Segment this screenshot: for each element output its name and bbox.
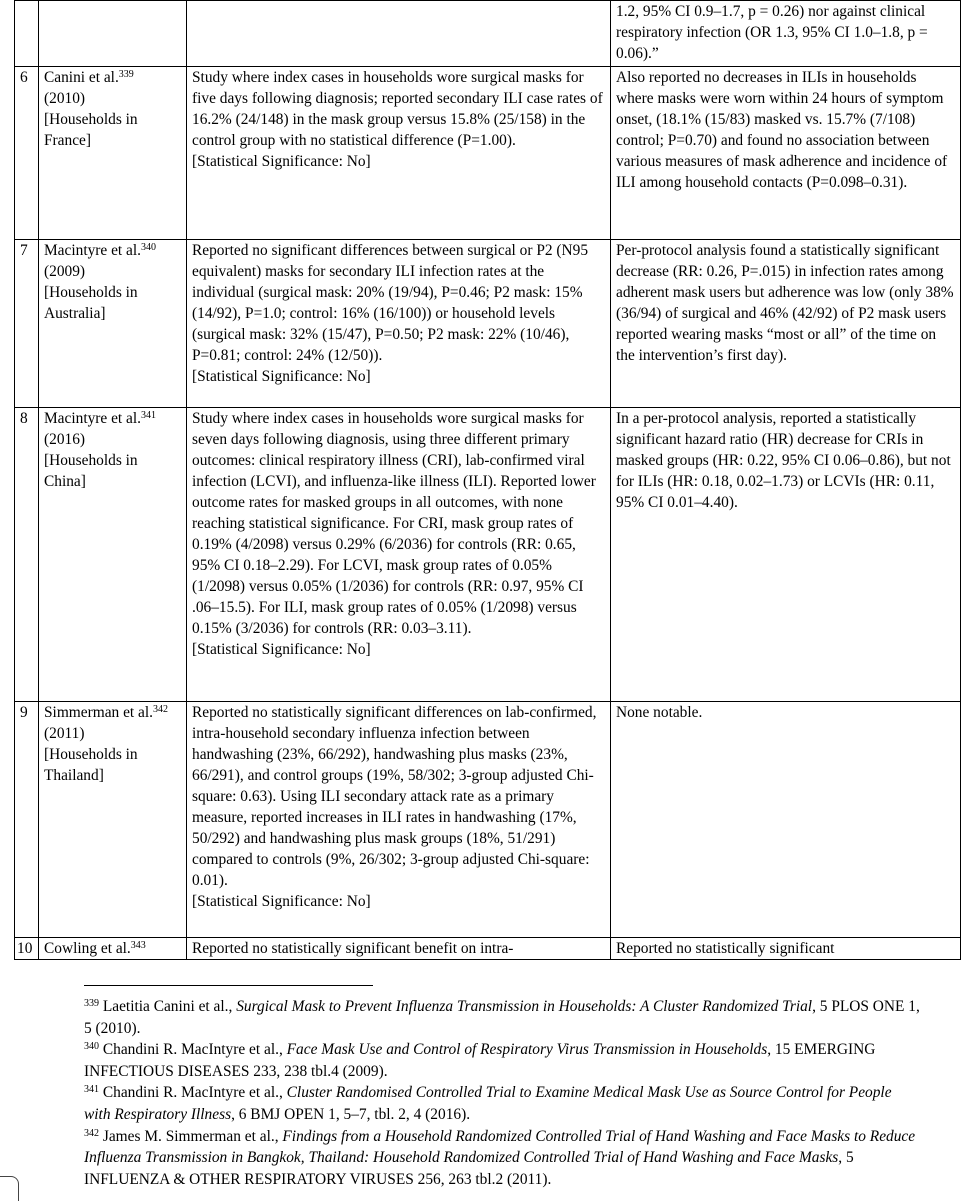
table-row <box>15 240 961 408</box>
study-author: Macintyre et al. <box>44 242 142 259</box>
study-citation <box>39 67 187 240</box>
footnote: $^{342}$ James M. Simmerman et al., Findings from a Household Randomized Controlled Trial of Hand Washing and Face Masks to Reduce Influenza Transmission in Bangkok, Thailand: Household Randomized Controlled Trial of Hand Washing and Face Masks, 5 INFLUENZA & OTHER RESPIRATORY VIRUSES 256, 263 tbl.2 (2011). <box>84 1127 916 1188</box>
continued-finding: 1.2, 95% CI 0.9–1.7, p = 0.26) nor against clinical respiratory infection (OR 1.3, 95% CI 1.0–1.8, p = 0.06).” <box>611 1 961 67</box>
studies-table <box>14 0 961 960</box>
significance-label: [Statistical Significance: No] <box>192 893 371 910</box>
table-row <box>15 408 961 702</box>
significance-label: [Statistical Significance: No] <box>192 368 371 385</box>
study-citation <box>39 408 187 702</box>
row-number: 9 <box>15 702 39 938</box>
study-summary <box>187 240 611 408</box>
table-row <box>15 67 961 240</box>
summary-text: Study where index cases in households wore surgical masks for seven days following diagnosis, using three different primary outcomes: clinical respiratory illness (CRI), lab-confirmed viral infection (LCVI), and influenza-like illness (ILI). Reported lower outcome rates for masked groups in all outcomes, with none reaching statistical significance. For CRI, mask group rates of 0.19% (4/2098) versus 0.29% (6/2036) for controls (RR: 0.65, 95% CI 0.18–2.29). For LCVI, mask group rates of 0.05% (1/2098) versus 0.05% (1/2036) for controls (RR: 0.97, 95% CI .06–15.5). For ILI, mask group rates of 0.05% (1/2098) versus 0.15% (3/2036) for controls (RR: 0.03–3.11). <box>192 410 596 637</box>
page-corner-mark <box>0 1176 19 1201</box>
study-summary: Reported no statistically significant benefit on intra- <box>187 938 611 960</box>
study-summary <box>187 408 611 702</box>
footnotes <box>84 996 920 1190</box>
study-author: Macintyre et al. <box>44 410 142 427</box>
footnote-ref: 341 <box>141 410 157 421</box>
study-notes: Per-protocol analysis found a statistically significant decrease (RR: 0.26, P=.015) in infection rates among adherent mask users but adherence was low (only 38% (36/94) of surgical and 46% (42/92) of P2 mask users reported wearing masks “most or all” of the time on the intervention’s first day). <box>611 240 961 408</box>
study-setting: [Households in Thailand] <box>44 746 138 784</box>
footnote-ref: 343 <box>130 940 146 951</box>
study-setting: [Households in China] <box>44 452 138 490</box>
footnote-ref: 340 <box>141 242 157 253</box>
study-citation <box>39 702 187 938</box>
significance-label: [Statistical Significance: No] <box>192 153 371 170</box>
study-author: Cowling et al. <box>44 940 131 957</box>
table-row <box>15 702 961 938</box>
footnote-ref: 339 <box>118 69 134 80</box>
study-setting: [Households in Australia] <box>44 284 138 322</box>
study-citation <box>39 938 187 960</box>
footnote-ref: 342 <box>153 704 168 715</box>
study-year: (2010) <box>44 90 86 107</box>
summary-text: Study where index cases in households wore surgical masks for five days following diagnosis; reported secondary ILI case rates of 16.2% (24/148) in the mask group versus 15.8% (25/158) in the control group with no statistical difference (P=1.00). <box>192 69 603 149</box>
row-number: 7 <box>15 240 39 408</box>
study-notes: None notable. <box>611 702 961 938</box>
table-row <box>15 938 961 960</box>
study-year: (2016) <box>44 431 86 448</box>
study-year: (2009) <box>44 263 86 280</box>
study-citation <box>39 240 187 408</box>
footnote: $^{339}$ Laetitia Canini et al., Surgical Mask to Prevent Influenza Transmission in Households: A Cluster Randomized Trial, 5 PLOS ONE 1, 5 (2010). <box>84 998 920 1037</box>
study-summary <box>187 67 611 240</box>
footnote-divider <box>84 985 373 986</box>
summary-text: Reported no statistically significant differences on lab-confirmed, intra-household secondary influenza infection between handwashing (23%, 66/292), handwashing plus masks (23%, 66/291), and control groups (19%, 58/302; 3-group adjusted Chi-square: 0.63). Using ILI secondary attack rate as a primary measure, reported increases in ILI rates in handwashing (17%, 50/292) and handwashing plus mask groups (18%, 51/291) compared to controls (9%, 26/302; 3-group adjusted Chi-square: 0.01). <box>192 704 597 889</box>
study-notes: Reported no statistically significant <box>611 938 961 960</box>
study-notes: Also reported no decreases in ILIs in households where masks were worn within 24 hours of symptom onset, (18.1% (15/83) masked vs. 15.7% (7/108) control; P=0.70) and found no association between various measures of mask adherence and incidence of ILI among household contacts (P=0.098–0.31). <box>611 67 961 240</box>
row-number: 8 <box>15 408 39 702</box>
study-year: (2011) <box>44 725 85 742</box>
study-summary <box>187 702 611 938</box>
study-notes: In a per-protocol analysis, reported a statistically significant hazard ratio (HR) decrease for CRIs in masked groups (HR: 0.22, 95% CI 0.06–0.86), but not for ILIs (HR: 0.18, 0.02–1.73) or LCVIs (HR: 0.11, 95% CI 0.01–4.40). <box>611 408 961 702</box>
study-author: Simmerman et al. <box>44 704 153 721</box>
row-number: 10 <box>15 938 39 960</box>
footnote: $^{341}$ Chandini R. MacIntyre et al., Cluster Randomised Controlled Trial to Examine Medical Mask Use as Source Control for People with Respiratory Illness, 6 BMJ OPEN 1, 5–7, tbl. 2, 4 (2016). <box>84 1084 892 1123</box>
row-number: 6 <box>15 67 39 240</box>
study-setting: [Households in France] <box>44 111 138 149</box>
significance-label: [Statistical Significance: No] <box>192 641 371 658</box>
footnote: $^{340}$ Chandini R. MacIntyre et al., Face Mask Use and Control of Respiratory Virus Transmission in Households, 15 EMERGING INFECTIOUS DISEASES 233, 238 tbl.4 (2009). <box>84 1041 876 1080</box>
table-row-continued <box>15 1 961 67</box>
study-author: Canini et al. <box>44 69 119 86</box>
summary-text: Reported no significant differences between surgical or P2 (N95 equivalent) masks for secondary ILI infection rates at the individual (surgical mask: 20% (19/94), P=0.46; P2 mask: 15% (14/92), P=1.0; control: 16% (16/100)) or household levels (surgical mask: 32% (15/47), P=0.50; P2 mask: 22% (10/46), P=0.81; control: 24% (12/50)). <box>192 242 589 364</box>
